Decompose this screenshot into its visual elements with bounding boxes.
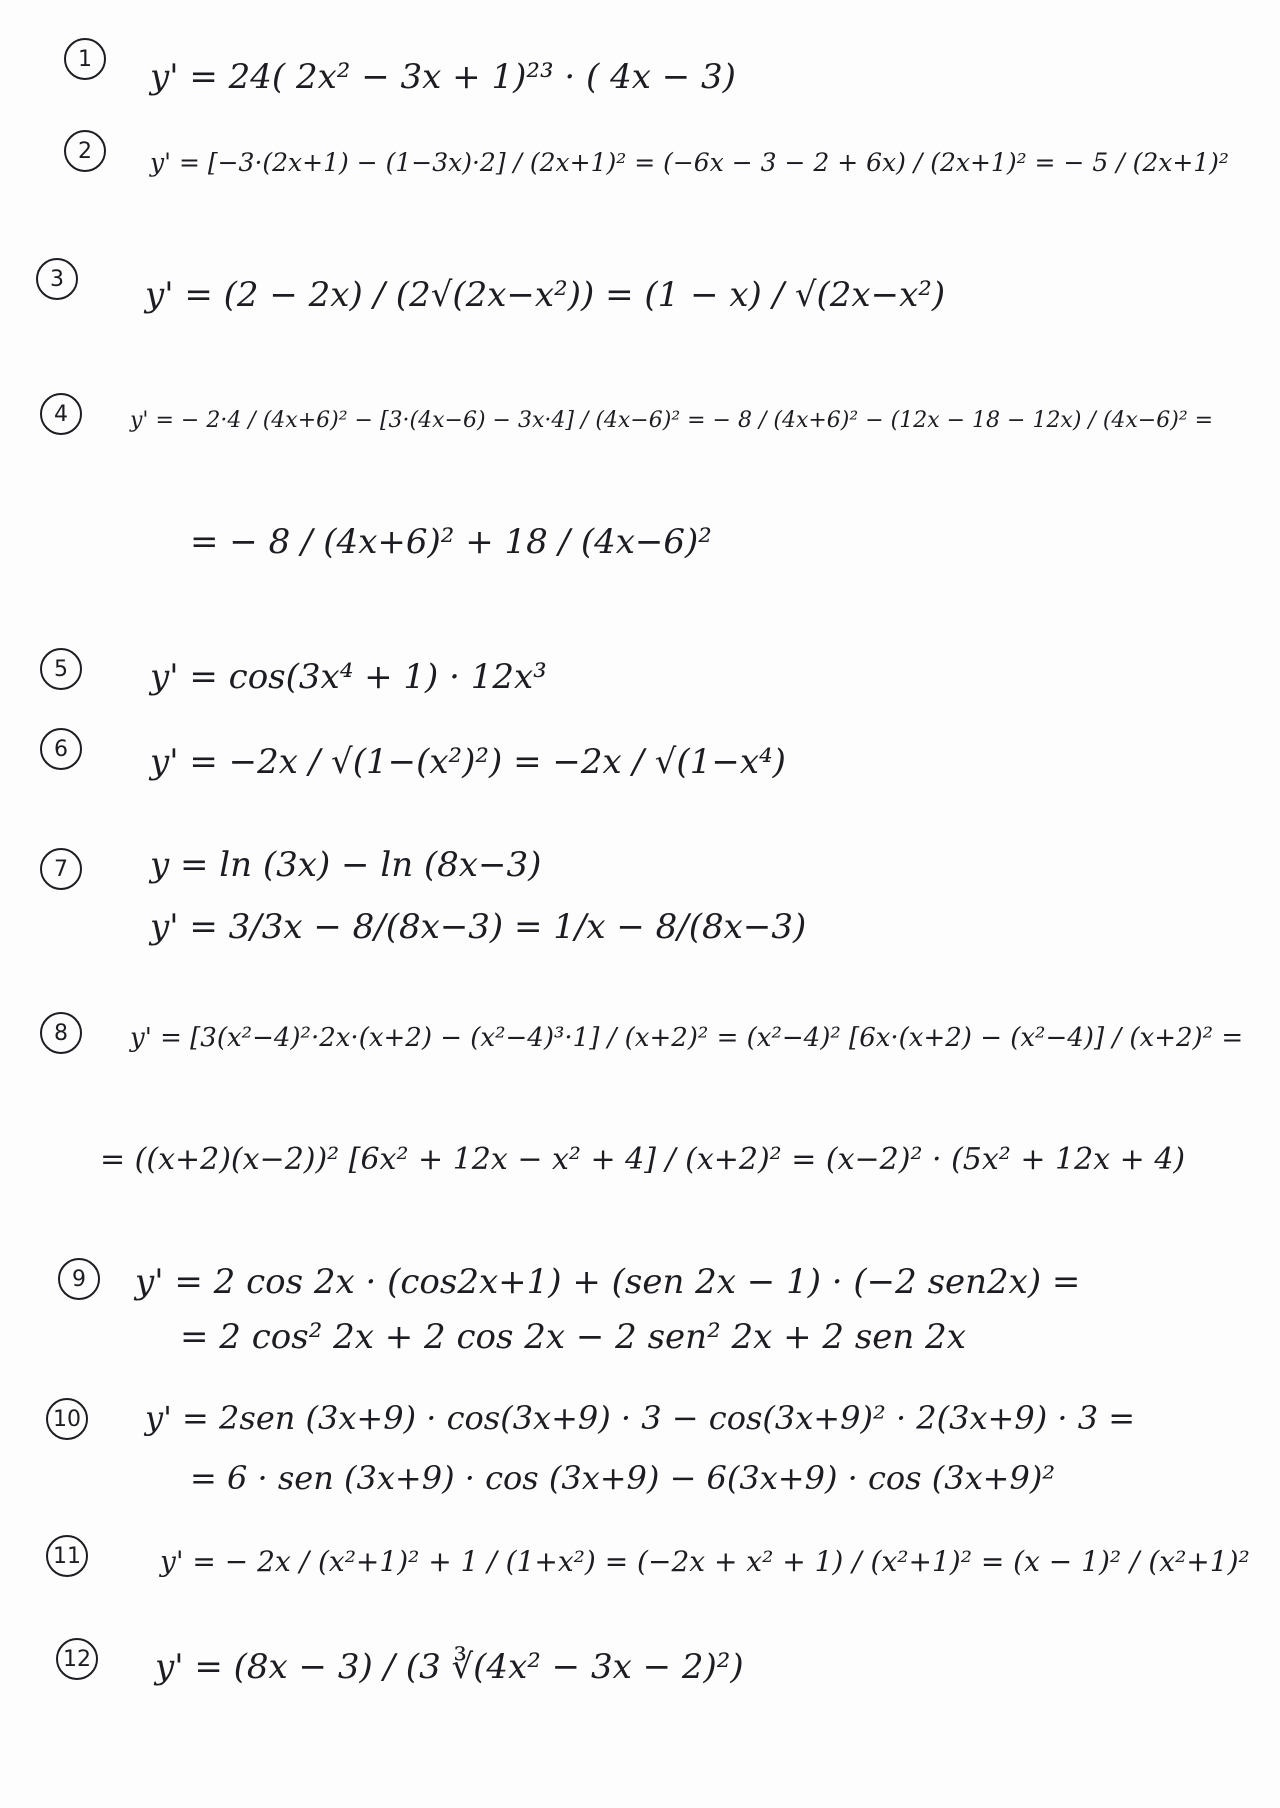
exercise-number-7: 7 (40, 848, 82, 890)
exercise-6-line-1: y' = −2x / √(1−(x²)²) = −2x / √(1−x⁴) (150, 742, 786, 782)
exercise-10-line-1: y' = 2sen (3x+9) · cos(3x+9) · 3 − cos(3x+9)² · 2(3x+9) · 3 = (145, 1399, 1136, 1437)
exercise-number-12: 12 (56, 1638, 98, 1680)
exercise-3-line-1: y' = (2 − 2x) / (2√(2x−x²)) = (1 − x) / √(2x−x²) (145, 275, 946, 315)
exercise-2-line-1: y' = [−3·(2x+1) − (1−3x)·2] / (2x+1)² = (−6x − 3 − 2 + 6x) / (2x+1)² = − 5 / (2x+1)² (150, 148, 1229, 177)
exercise-number-1: 1 (64, 38, 106, 80)
exercise-7-line-2: y' = 3/3x − 8/(8x−3) = 1/x − 8/(8x−3) (150, 907, 807, 947)
exercise-12-line-1: y' = (8x − 3) / (3 ∛(4x² − 3x − 2)²) (155, 1647, 744, 1687)
exercise-number-3: 3 (36, 258, 78, 300)
exercise-number-9: 9 (58, 1258, 100, 1300)
exercise-number-4: 4 (40, 393, 82, 435)
exercise-8-line-1: y' = [3(x²−4)²·2x·(x+2) − (x²−4)³·1] / (x+2)² = (x²−4)² [6x·(x+2) − (x²−4)] / (x+2)² = (130, 1023, 1244, 1053)
exercise-11-line-1: y' = − 2x / (x²+1)² + 1 / (1+x²) = (−2x + x² + 1) / (x²+1)² = (x − 1)² / (x²+1)² (160, 1545, 1250, 1578)
exercise-number-6: 6 (40, 728, 82, 770)
exercise-4-line-1: y' = − 2·4 / (4x+6)² − [3·(4x−6) − 3x·4] / (4x−6)² = − 8 / (4x+6)² − (12x − 18 − 12x) / (4x−6)² = (130, 408, 1214, 433)
exercise-4-line-2: = − 8 / (4x+6)² + 18 / (4x−6)² (190, 522, 712, 562)
exercise-5-line-1: y' = cos(3x⁴ + 1) · 12x³ (150, 657, 547, 697)
exercise-9-line-2: = 2 cos² 2x + 2 cos 2x − 2 sen² 2x + 2 sen 2x (180, 1317, 966, 1357)
exercise-number-5: 5 (40, 648, 82, 690)
exercise-7-line-1: y = ln (3x) − ln (8x−3) (150, 845, 542, 885)
exercise-number-10: 10 (46, 1398, 88, 1440)
exercise-8-line-2: = ((x+2)(x−2))² [6x² + 12x − x² + 4] / (x+2)² = (x−2)² · (5x² + 12x + 4) (100, 1142, 1186, 1177)
exercise-number-11: 11 (46, 1535, 88, 1577)
exercise-number-2: 2 (64, 130, 106, 172)
exercise-10-line-2: = 6 · sen (3x+9) · cos (3x+9) − 6(3x+9) · cos (3x+9)² (190, 1459, 1056, 1497)
exercise-number-8: 8 (40, 1012, 82, 1054)
exercise-1-line-1: y' = 24( 2x² − 3x + 1)²³ · ( 4x − 3) (150, 57, 736, 97)
exercise-9-line-1: y' = 2 cos 2x · (cos2x+1) + (sen 2x − 1) · (−2 sen2x) = (135, 1262, 1081, 1302)
